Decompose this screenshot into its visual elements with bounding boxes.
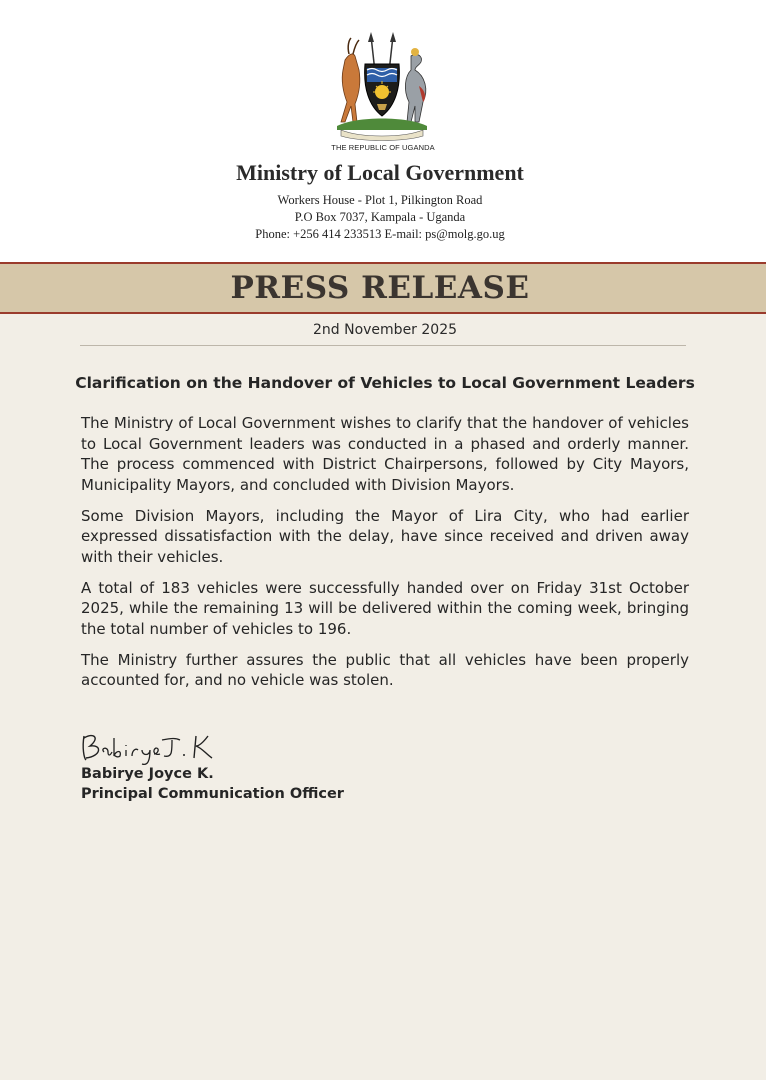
paragraph-4: The Ministry further assures the public that all vehicles have been properly accounted for, and no vehicle was stolen.: [81, 650, 689, 689]
address-line-2: P.O Box 7037, Kampala - Uganda: [294, 210, 466, 224]
signer-name: Babirye Joyce K.: [81, 766, 214, 782]
divider: [80, 345, 686, 346]
contact-line: Phone: +256 414 233513 E-mail: ps@molg.go.ug: [255, 227, 505, 241]
letterhead: [0, 0, 766, 262]
republic-label: THE REPUBLIC OF UGANDA: [331, 143, 435, 152]
coat-of-arms-icon: [327, 30, 437, 142]
release-subject: Clarification on the Handover of Vehicles to Local Government Leaders: [75, 374, 695, 392]
handwritten-signature: [80, 726, 240, 766]
paragraph-2: Some Division Mayors, including the Mayor of Lira City, who had earlier expressed dissatisfaction with the delay, have since received and driven away with their vehicles.: [81, 506, 689, 566]
signer-title: Principal Communication Officer: [81, 786, 344, 802]
banner-title: PRESS RELEASE: [230, 270, 530, 306]
address-line-1: Workers House - Plot 1, Pilkington Road: [277, 193, 483, 207]
paragraph-3: A total of 183 vehicles were successfully handed over on Friday 31st October 2025, while the remaining 13 will be delivered within the coming week, bringing the total number of vehicles to 196.: [81, 578, 689, 638]
release-date: 2nd November 2025: [312, 322, 458, 338]
ministry-name: Ministry of Local Government: [236, 160, 524, 185]
release-body: [81, 413, 689, 701]
press-release-banner: [0, 262, 766, 314]
paragraph-1: The Ministry of Local Government wishes to clarify that the handover of vehicles to Local Government leaders was conducted in a phased and orderly manner. The process commenced with District Chairpersons, followed by City Mayors, Municipality Mayors, and concluded with Division Mayors.: [81, 414, 689, 494]
